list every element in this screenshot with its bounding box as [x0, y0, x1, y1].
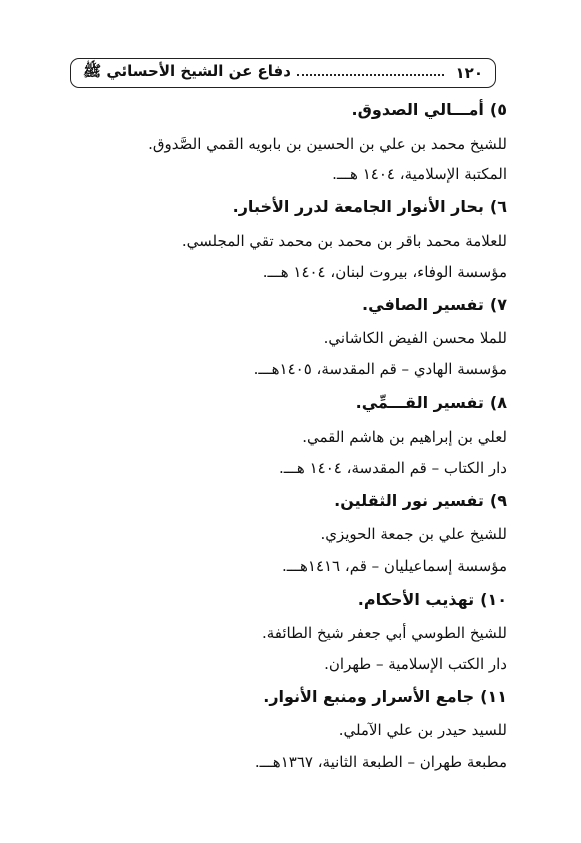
entry-author: للشيخ الطوسي أبي جعفر شيخ الطائفة. — [261, 624, 507, 642]
entry-title-text: تهذيب الأحكام. — [357, 590, 475, 609]
entry-author: للملا محسن الفيض الكاشاني. — [323, 329, 507, 347]
entry-title — [362, 294, 507, 316]
header-dotted-leader — [297, 74, 444, 76]
entry-title-text: أمـــالي الصدوق. — [351, 100, 484, 119]
entry-author: للشيخ محمد بن علي بن الحسين بن بابويه القمي الصَّدوق. — [148, 135, 507, 153]
entry-publisher: مؤسسة الهادي – قم المقدسة، ١٤٠٥هـــ. — [253, 360, 507, 378]
entry-title-text: بحار الأنوار الجامعة لدرر الأخبار. — [232, 197, 484, 216]
page-header — [70, 58, 496, 88]
entry-number: ١٠) — [480, 590, 507, 609]
entry-title-text: تفسير نور الثقلين. — [334, 491, 484, 510]
entry-title-text: تفسير القـــمِّي. — [355, 393, 484, 412]
entry-title — [352, 99, 507, 121]
entry-title — [334, 490, 507, 512]
entry-publisher: مؤسسة إسماعيليان – قم، ١٤١٦هـــ. — [282, 557, 507, 575]
entry-author: لعلي بن إبراهيم بن هاشم القمي. — [302, 428, 507, 446]
entry-title — [233, 196, 507, 218]
entry-author: للعلامة محمد باقر بن محمد بن محمد تقي المجلسي. — [181, 232, 507, 250]
entry-number: ٨) — [489, 393, 507, 412]
entry-publisher: المكتبة الإسلامية، ١٤٠٤ هـــ. — [332, 165, 507, 183]
entry-number: ٦) — [489, 197, 507, 216]
entry-publisher: مؤسسة الوفاء، بيروت لبنان، ١٤٠٤ هـــ. — [262, 263, 507, 281]
page-number: ١٢٠ — [455, 64, 483, 82]
entry-number: ٥) — [489, 100, 507, 119]
entry-publisher: دار الكتب الإسلامية – طهران. — [324, 655, 507, 673]
entry-number: ١١) — [480, 687, 507, 706]
entry-publisher: دار الكتاب – قم المقدسة، ١٤٠٤ هـــ. — [278, 459, 507, 477]
running-title: دفاع عن الشيخ الأحسائي ﷺ — [83, 62, 291, 80]
entry-author: للسيد حيدر بن علي الآملي. — [338, 721, 507, 739]
entry-number: ٧) — [489, 295, 507, 314]
entry-number: ٩) — [489, 491, 507, 510]
entry-title — [358, 589, 507, 611]
entry-publisher: مطبعة طهران – الطبعة الثانية، ١٣٦٧هـــ. — [254, 753, 507, 771]
entry-title-text: جامع الأسرار ومنبع الأنوار. — [263, 687, 475, 706]
entry-title — [263, 686, 507, 708]
entry-title — [356, 392, 507, 414]
entry-title-text: تفسير الصافي. — [362, 295, 484, 314]
entry-author: للشيخ علي بن جمعة الحويزي. — [320, 525, 507, 543]
